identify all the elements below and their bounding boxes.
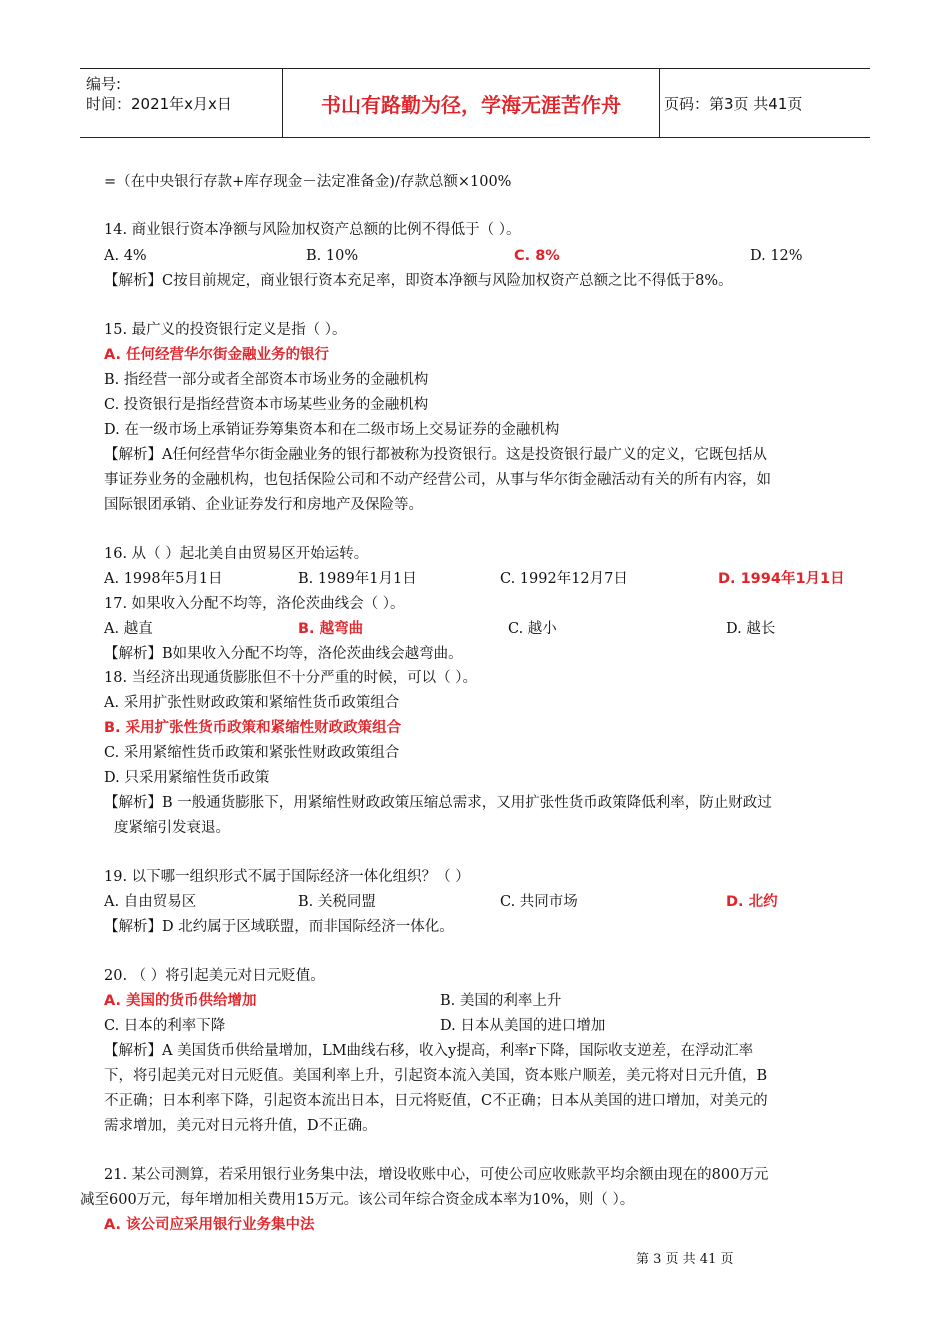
q16-stem: 16. 从（ ）起北美自由贸易区开始运转。 (104, 546, 369, 562)
q20-option-b: B. 美国的利率上升 (440, 993, 562, 1009)
q20-option-c: C. 日本的利率下降 (104, 1018, 226, 1034)
q14-option-b: B. 10% (306, 248, 359, 264)
q20-explanation-4: 需求增加，美元对日元将升值，D不正确。 (104, 1118, 377, 1134)
q17-option-c: C. 越小 (508, 621, 557, 637)
q15-option-a: A. 任何经营华尔街金融业务的银行 (104, 347, 330, 363)
q15-explanation-1: 【解析】A任何经营华尔街金融业务的银行都被称为投资银行。这是投资银行最广义的定义，它既包括从 (104, 447, 767, 463)
q18-option-c: C. 采用紧缩性货币政策和紧张性财政政策组合 (104, 745, 400, 761)
q20-explanation-1: 【解析】A 美国货币供给量增加，LM曲线右移，收入y提高，利率r下降，国际收支逆差，在浮动汇率 (104, 1043, 754, 1059)
q15-option-c: C. 投资银行是指经营资本市场某些业务的金融机构 (104, 397, 429, 413)
q19-option-c: C. 共同市场 (500, 894, 578, 910)
q16-option-a: A. 1998年5月1日 (104, 571, 223, 587)
time-label: 时间：2021年x月x日 (86, 95, 232, 113)
q17-option-d: D. 越长 (726, 621, 776, 637)
q20-option-a: A. 美国的货币供给增加 (104, 993, 257, 1009)
q15-explanation-3: 国际银团承销、企业证券发行和房地产及保险等。 (104, 497, 423, 513)
header-page-info: 页码：第3页 共41页 (664, 94, 803, 113)
q15-option-d: D. 在一级市场上承销证券筹集资本和在二级市场上交易证券的金融机构 (104, 422, 560, 438)
q16-option-d: D. 1994年1月1日 (718, 571, 845, 587)
q19-option-a: A. 自由贸易区 (104, 894, 197, 910)
q21-option-a: A. 该公司应采用银行业务集中法 (104, 1217, 315, 1233)
header-motto: 书山有路勤为径，学海无涯苦作舟 (282, 69, 660, 137)
q14-stem: 14. 商业银行资本净额与风险加权资产总额的比例不得低于（ ）。 (104, 222, 521, 238)
q20-stem: 20. （ ）将引起美元对日元贬值。 (104, 968, 325, 984)
q20-option-d: D. 日本从美国的进口增加 (440, 1018, 606, 1034)
q18-option-a: A. 采用扩张性财政政策和紧缩性货币政策组合 (104, 695, 400, 711)
q17-option-a: A. 越直 (104, 621, 153, 637)
q19-stem: 19. 以下哪一组织形式不属于国际经济一体化组织？（ ） (104, 869, 470, 885)
page-footer: 第 3 页 共 41 页 (636, 1252, 734, 1267)
q20-explanation-2: 下，将引起美元对日元贬值。美国利率上升，引起资本流入美国，资本账户顺差，美元将对日元升值，B (104, 1068, 768, 1084)
q17-stem: 17. 如果收入分配不均等，洛伦茨曲线会（ ）。 (104, 596, 405, 612)
q15-option-b: B. 指经营一部分或者全部资本市场业务的金融机构 (104, 372, 429, 388)
q15-stem: 15. 最广义的投资银行定义是指（ ）。 (104, 322, 347, 338)
q18-explanation-1: 【解析】B 一般通货膨胀下，用紧缩性财政政策压缩总需求，又用扩张性货币政策降低利率，防止财政过 (104, 795, 772, 811)
q21-stem-1: 21. 某公司测算，若采用银行业务集中法，增设收账中心，可使公司应收账款平均余额由现在的800万元 (104, 1167, 769, 1183)
q15-explanation-2: 事证券业务的金融机构，也包括保险公司和不动产经营公司，从事与华尔街金融活动有关的所有内容，如 (104, 472, 771, 488)
q18-option-d: D. 只采用紧缩性货币政策 (104, 770, 270, 786)
q14-option-a: A. 4% (104, 248, 147, 264)
q16-option-c: C. 1992年12月7日 (500, 571, 628, 587)
q21-stem-2: 减至600万元，每年增加相关费用15万元。该公司年综合资金成本率为10%，则（ ）。 (80, 1192, 635, 1208)
q14-explanation: 【解析】C按目前规定，商业银行资本充足率，即资本净额与风险加权资产总额之比不得低于8%。 (104, 273, 733, 289)
q16-option-b: B. 1989年1月1日 (298, 571, 417, 587)
q19-explanation: 【解析】D 北约属于区域联盟，而非国际经济一体化。 (104, 919, 454, 935)
q18-option-b: B. 采用扩张性货币政策和紧缩性财政政策组合 (104, 720, 402, 736)
header-meta (80, 69, 282, 137)
number-label: 编号: (86, 75, 122, 93)
q19-option-b: B. 关税同盟 (298, 894, 376, 910)
q18-stem: 18. 当经济出现通货膨胀但不十分严重的时候，可以（ ）。 (104, 670, 478, 686)
q14-option-d: D. 12% (750, 248, 803, 264)
q14-option-c: C. 8% (514, 248, 560, 264)
q20-explanation-3: 不正确；日本利率下降，引起资本流出日本，日元将贬值，C不正确；日本从美国的进口增加，对美元的 (104, 1093, 768, 1109)
q17-explanation: 【解析】B如果收入分配不均等，洛伦茨曲线会越弯曲。 (104, 646, 463, 662)
q17-option-b: B. 越弯曲 (298, 621, 364, 637)
page-header (80, 68, 870, 138)
q18-explanation-2: 度紧缩引发衰退。 (114, 820, 230, 836)
q19-option-d: D. 北约 (726, 894, 778, 910)
formula-line: =（在中央银行存款+库存现金－法定准备金)/存款总额×100% (104, 174, 512, 190)
